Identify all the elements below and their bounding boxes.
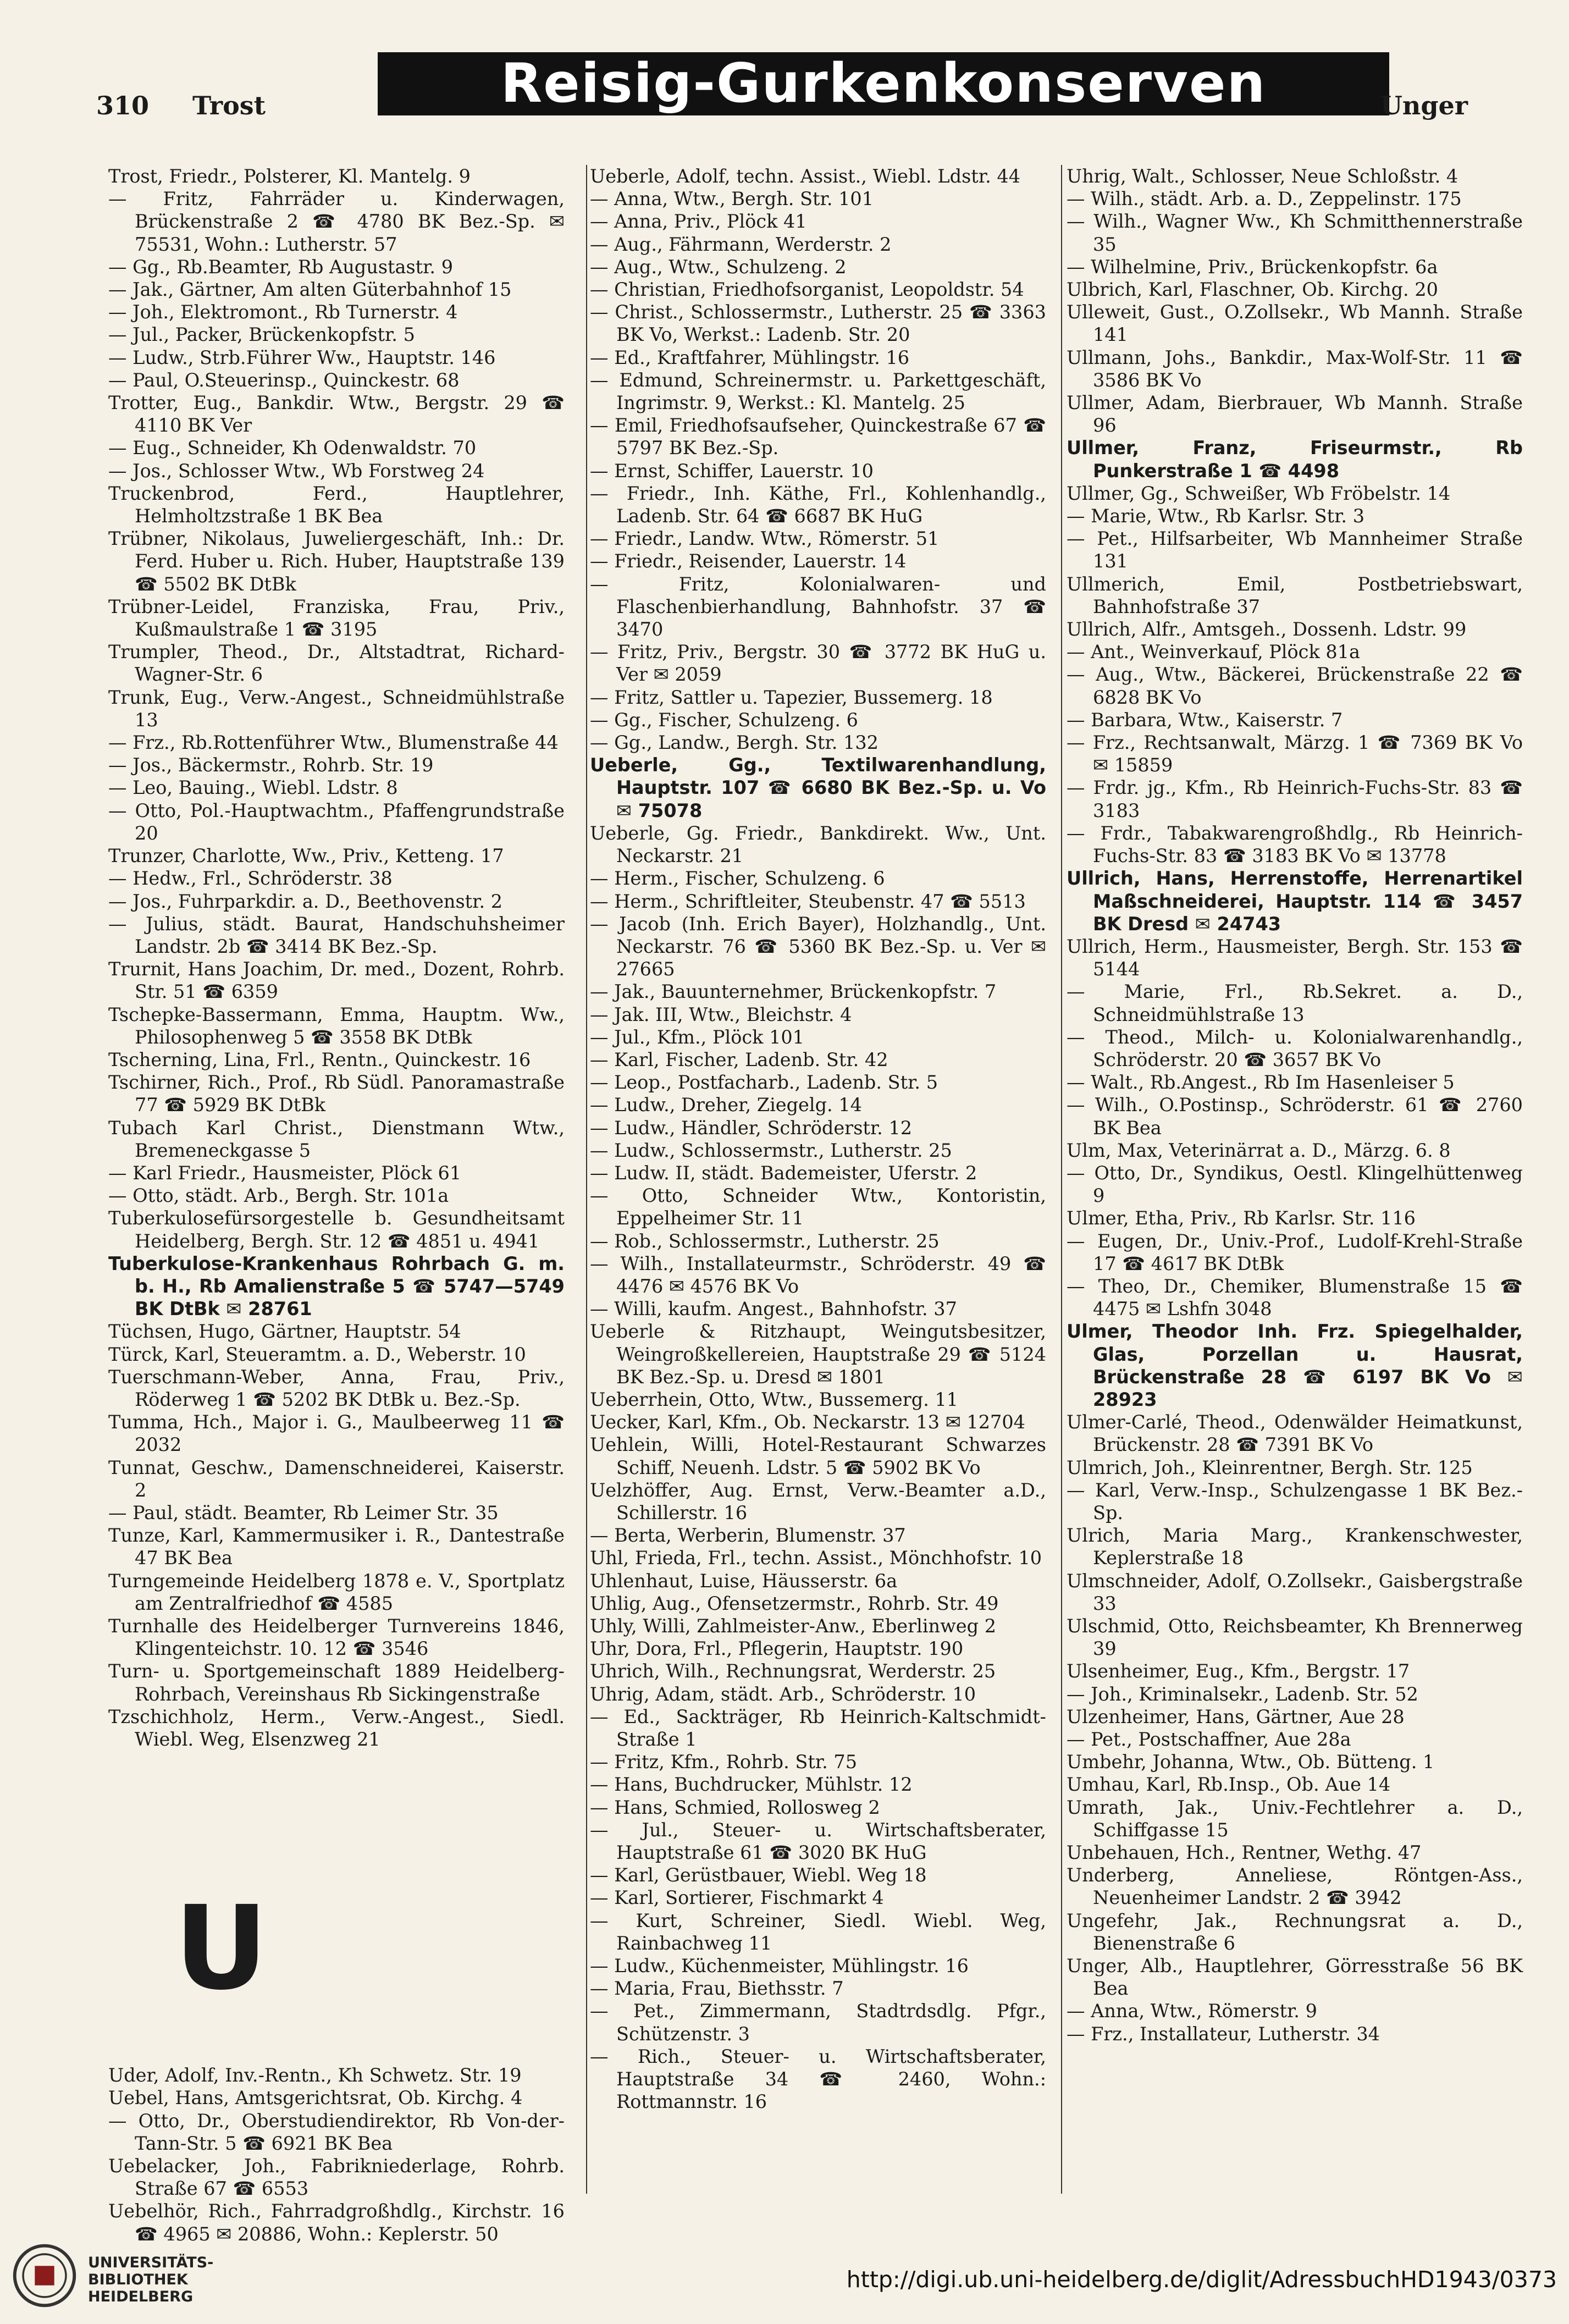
- directory-entry: — Otto, Dr., Syndikus, Oestl. Klingelhüttenweg 9: [1067, 1162, 1523, 1207]
- source-url-link[interactable]: http://digi.ub.uni-heidelberg.de/diglit/AdressbuchHD1943/0373: [846, 2266, 1557, 2293]
- university-seal-icon: [12, 2243, 77, 2308]
- directory-entry: Tunze, Karl, Kammermusiker i. R., Dantestraße 47 BK Bea: [108, 1525, 565, 1569]
- directory-entry: — Jak., Bauunternehmer, Brückenkopfstr. 7: [590, 981, 997, 1003]
- directory-entry: — Marie, Frl., Rb.Sekret. a. D., Schneidmühlstraße 13: [1067, 981, 1523, 1025]
- advertising-banner: Reisig-Gurkenkonserven: [378, 52, 1389, 115]
- directory-entry: Ueberle, Gg., Textilwarenhandlung, Hauptstr. 107 ☎ 6680 BK Bez.-Sp. u. Vo ✉ 75078: [590, 754, 1046, 821]
- directory-entry: Trunzer, Charlotte, Ww., Priv., Ketteng. 17: [108, 845, 504, 867]
- directory-entry: — Christian, Friedhofsorganist, Leopoldstr. 54: [590, 279, 1024, 301]
- directory-entry: Uebel, Hans, Amtsgerichtsrat, Ob. Kirchg. 4: [108, 2087, 523, 2109]
- directory-entry: Ulmschneider, Adolf, O.Zollsekr., Gaisbergstraße 33: [1067, 1570, 1523, 1614]
- directory-entry: Tschepke-Bassermann, Emma, Hauptm. Ww., Philosophenweg 5 ☎ 3558 BK DtBk: [108, 1003, 565, 1048]
- directory-entry: Ullmer, Adam, Bierbrauer, Wb Mannh. Straße 96: [1067, 392, 1523, 437]
- directory-entry: — Jos., Bäckermstr., Rohrb. Str. 19: [108, 754, 434, 776]
- directory-entry: — Barbara, Wtw., Kaiserstr. 7: [1067, 709, 1343, 731]
- directory-entry: Uelzhöffer, Aug. Ernst, Verw.-Beamter a.D., Schillerstr. 16: [590, 1479, 1046, 1523]
- directory-entry: Trübner-Leidel, Franziska, Frau, Priv., Kußmaulstraße 1 ☎ 3195: [108, 595, 565, 641]
- library-name: [88, 2254, 213, 2305]
- directory-entry: Ullmerich, Emil, Postbetriebswart, Bahnhofstraße 37: [1067, 573, 1523, 617]
- directory-entry: — Edmund, Schreinermstr. u. Parkettgeschäft, Ingrimstr. 9, Werkst.: Kl. Mantelg. 25: [590, 369, 1046, 414]
- directory-entry: Tubach Karl Christ., Dienstmann Wtw., Bremeneckgasse 5: [108, 1117, 565, 1161]
- directory-entry: Turn- u. Sportgemeinschaft 1889 Heidelberg-Rohrbach, Vereinshaus Rb Sickingenstraße: [108, 1660, 565, 1705]
- directory-entry: — Frdr., Tabakwarengroßhdlg., Rb Heinrich-Fuchs-Str. 83 ☎ 3183 BK Vo ✉ 13778: [1067, 822, 1523, 867]
- directory-entry: Uebelhör, Rich., Fahrradgroßhdlg., Kirchstr. 16 ☎ 4965 ✉ 20886, Wohn.: Keplerstr. 50: [108, 2200, 565, 2245]
- directory-entry: Uhrig, Walt., Schlosser, Neue Schloßstr. 4: [1067, 165, 1458, 187]
- directory-entry: — Frz., Rechtsanwalt, Märzg. 1 ☎ 7369 BK Vo ✉ 15859: [1067, 732, 1523, 776]
- directory-entry: Ullrich, Hans, Herrenstoffe, Herrenartikel Maßschneiderei, Hauptstr. 114 ☎ 3457 BK Dresd ✉ 24743: [1067, 868, 1523, 935]
- directory-entry: Uder, Adolf, Inv.-Rentn., Kh Schwetz. Str. 19: [108, 2064, 522, 2086]
- directory-entry: Ulmrich, Joh., Kleinrentner, Bergh. Str. 125: [1067, 1456, 1473, 1478]
- page-number: 310: [96, 91, 150, 120]
- directory-entry: — Kurt, Schreiner, Siedl. Wiebl. Weg, Rainbachweg 11: [590, 1909, 1046, 1954]
- directory-entry: — Ludw., Strb.Führer Ww., Hauptstr. 146: [108, 346, 496, 368]
- directory-entry: Ullrich, Alfr., Amtsgeh., Dossenh. Ldstr. 99: [1067, 619, 1467, 641]
- directory-entry: — Ed., Kraftfahrer, Mühlingstr. 16: [590, 346, 910, 368]
- directory-entry: Ulleweit, Gust., O.Zollsekr., Wb Mannh. Straße 141: [1067, 301, 1523, 346]
- directory-entry: — Walt., Rb.Angest., Rb Im Hasenleiser 5: [1067, 1072, 1455, 1094]
- directory-entry: Umrath, Jak., Univ.-Fechtlehrer a. D., Schiffgasse 15: [1067, 1796, 1523, 1841]
- directory-entry: — Otto, Schneider Wtw., Kontoristin, Eppelheimer Str. 11: [590, 1185, 1046, 1229]
- directory-entry: Trübner, Nikolaus, Juweliergeschäft, Inh.: Dr. Ferd. Huber u. Rich. Huber, Hauptstraße 139 ☎ 5502 BK DtBk: [108, 528, 565, 595]
- directory-entry: — Leop., Postfacharb., Ladenb. Str. 5: [590, 1072, 938, 1094]
- directory-entry: — Aug., Fährmann, Werderstr. 2: [590, 233, 892, 255]
- directory-column-3: [1067, 165, 1523, 2045]
- directory-entry: — Maria, Frau, Biethsstr. 7: [590, 1978, 844, 2000]
- directory-entry: Unger, Alb., Hauptlehrer, Görresstraße 56 BK Bea: [1067, 1955, 1523, 2000]
- directory-entry: — Jul., Kfm., Plöck 101: [590, 1026, 805, 1048]
- directory-entry: — Wilh., städt. Arb. a. D., Zeppelinstr. 175: [1067, 188, 1462, 210]
- directory-entry: — Ed., Sackträger, Rb Heinrich-Kaltschmidt-Straße 1: [590, 1705, 1046, 1751]
- directory-entry: — Eug., Schneider, Kh Odenwaldstr. 70: [108, 437, 477, 459]
- directory-entry: Ulmer-Carlé, Theod., Odenwälder Heimatkunst, Brückenstr. 28 ☎ 7391 BK Vo: [1067, 1411, 1523, 1456]
- directory-entry: — Wilhelmine, Priv., Brückenkopfstr. 6a: [1067, 256, 1438, 278]
- directory-entry: — Ludw. II, städt. Bademeister, Uferstr. 2: [590, 1162, 977, 1184]
- column-divider: [586, 165, 587, 2194]
- directory-entry: Uhly, Willi, Zahlmeister-Anw., Eberlinweg 2: [590, 1615, 997, 1637]
- directory-entry: — Jak. III, Wtw., Bleichstr. 4: [590, 1003, 852, 1025]
- directory-entry: Ueberrhein, Otto, Wtw., Bussemerg. 11: [590, 1388, 959, 1410]
- directory-entry: — Jos., Fuhrparkdir. a. D., Beethovenstr. 2: [108, 890, 503, 912]
- directory-entry: Uhr, Dora, Frl., Pflegerin, Hauptstr. 190: [590, 1638, 964, 1660]
- directory-entry: — Ernst, Schiffer, Lauerstr. 10: [590, 460, 874, 482]
- directory-entry: — Hans, Buchdrucker, Mühlstr. 12: [590, 1774, 913, 1796]
- directory-entry: — Ant., Weinverkauf, Plöck 81a: [1067, 641, 1360, 663]
- directory-entry: — Anna, Wtw., Römerstr. 9: [1067, 2000, 1317, 2022]
- directory-entry: — Frdr. jg., Kfm., Rb Heinrich-Fuchs-Str. 83 ☎ 3183: [1067, 777, 1523, 821]
- directory-entry: Tscherning, Lina, Frl., Rentn., Quinckestr. 16: [108, 1048, 531, 1070]
- directory-entry: — Gg., Landw., Bergh. Str. 132: [590, 732, 879, 754]
- running-head-left: Trost: [192, 91, 266, 120]
- directory-entry: — Willi, kaufm. Angest., Bahnhofstr. 37: [590, 1298, 957, 1320]
- directory-entry: Umbehr, Johanna, Wtw., Ob. Bütteng. 1: [1067, 1751, 1435, 1773]
- directory-entry: — Emil, Friedhofsaufseher, Quinckestraße 67 ☎ 5797 BK Bez.-Sp.: [590, 415, 1046, 459]
- directory-entry: — Herm., Schriftleiter, Steubenstr. 47 ☎ 5513: [590, 890, 1026, 912]
- directory-entry: Ullmer, Franz, Friseurmstr., Rb Punkerstraße 1 ☎ 4498: [1067, 437, 1523, 482]
- directory-entry: — Paul, O.Steuerinsp., Quinckestr. 68: [108, 369, 460, 391]
- directory-entry: — Karl Friedr., Hausmeister, Plöck 61: [108, 1162, 462, 1184]
- directory-entry: — Theod., Milch- u. Kolonialwarenhandlg., Schröderstr. 20 ☎ 3657 BK Vo: [1067, 1026, 1523, 1070]
- directory-entry: Trunk, Eug., Verw.-Angest., Schneidmühlstraße 13: [108, 686, 565, 731]
- directory-entry: Ulzenheimer, Hans, Gärtner, Aue 28: [1067, 1705, 1405, 1727]
- directory-entry: Turngemeinde Heidelberg 1878 e. V., Sportplatz am Zentralfriedhof ☎ 4585: [108, 1570, 565, 1614]
- directory-entry: Trotter, Eug., Bankdir. Wtw., Bergstr. 29 ☎ 4110 BK Ver: [108, 392, 565, 437]
- directory-entry: Unbehauen, Hch., Rentner, Wethg. 47: [1067, 1842, 1422, 1864]
- directory-entry: Tuerschmann-Weber, Anna, Frau, Priv., Röderweg 1 ☎ 5202 BK DtBk u. Bez.-Sp.: [108, 1366, 565, 1410]
- directory-entry: — Wilh., Installateurmstr., Schröderstr. 49 ☎ 4476 ✉ 4576 BK Vo: [590, 1252, 1046, 1297]
- directory-entry: — Jak., Gärtner, Am alten Güterbahnhof 15: [108, 279, 512, 301]
- directory-entry: — Frz., Rb.Rottenführer Wtw., Blumenstraße 44: [108, 732, 559, 754]
- library-name-line: UNIVERSITÄTS-: [88, 2254, 214, 2271]
- directory-entry: Ungefehr, Jak., Rechnungsrat a. D., Bienenstraße 6: [1067, 1909, 1523, 1954]
- directory-entry: Uhrich, Wilh., Rechnungsrat, Werderstr. 25: [590, 1660, 996, 1682]
- directory-entry: Tuberkulosefürsorgestelle b. Gesundheitsamt Heidelberg, Bergh. Str. 12 ☎ 4851 u. 4941: [108, 1207, 565, 1252]
- directory-entry: — Otto, städt. Arb., Bergh. Str. 101a: [108, 1185, 449, 1207]
- directory-entry: — Frz., Installateur, Lutherstr. 34: [1067, 2023, 1380, 2045]
- directory-entry: — Paul, städt. Beamter, Rb Leimer Str. 35: [108, 1502, 499, 1523]
- directory-entry: — Pet., Hilfsarbeiter, Wb Mannheimer Straße 131: [1067, 528, 1523, 572]
- directory-entry: — Berta, Werberin, Blumenstr. 37: [590, 1525, 906, 1547]
- directory-entry: Uehlein, Willi, Hotel-Restaurant Schwarzes Schiff, Neuenh. Ldstr. 5 ☎ 5902 BK Vo: [590, 1434, 1046, 1478]
- directory-entry: Ulm, Max, Veterinärrat a. D., Märzg. 6. 8: [1067, 1139, 1451, 1161]
- directory-entry: — Anna, Wtw., Bergh. Str. 101: [590, 188, 874, 210]
- directory-entry: — Gg., Fischer, Schulzeng. 6: [590, 709, 858, 731]
- directory-entry: — Karl, Verw.-Insp., Schulzengasse 1 BK Bez.-Sp.: [1067, 1479, 1523, 1523]
- directory-entry: — Wilh., O.Postinsp., Schröderstr. 61 ☎ 2760 BK Bea: [1067, 1094, 1523, 1139]
- directory-entry: Ulmer, Etha, Priv., Rb Karlsr. Str. 116: [1067, 1207, 1416, 1229]
- directory-entry: — Ludw., Schlossermstr., Lutherstr. 25: [590, 1139, 952, 1161]
- directory-entry: Ueberle, Adolf, techn. Assist., Wiebl. Ldstr. 44: [590, 165, 1021, 187]
- directory-entry: Ueberle, Gg. Friedr., Bankdirekt. Ww., Unt. Neckarstr. 21: [590, 822, 1046, 867]
- directory-column-1: [108, 165, 565, 2245]
- directory-entry: Ullrich, Herm., Hausmeister, Bergh. Str. 153 ☎ 5144: [1067, 935, 1523, 980]
- directory-entry: — Jul., Packer, Brückenkopfstr. 5: [108, 324, 415, 346]
- directory-entry: Tzschichholz, Herm., Verw.-Angest., Siedl. Wiebl. Weg, Elsenzweg 21: [108, 1705, 565, 1751]
- directory-entry: Underberg, Anneliese, Röntgen-Ass., Neuenheimer Landstr. 2 ☎ 3942: [1067, 1864, 1523, 1909]
- directory-entry: — Pet., Zimmermann, Stadtrdsdlg. Pfgr., Schützenstr. 3: [590, 2000, 1046, 2045]
- directory-column-2: [590, 165, 1046, 2113]
- directory-entry: — Theo, Dr., Chemiker, Blumenstraße 15 ☎ 4475 ✉ Lshfn 3048: [1067, 1275, 1523, 1320]
- running-head-right: Unger: [1380, 91, 1468, 120]
- directory-entry: — Friedr., Reisender, Lauerstr. 14: [590, 550, 907, 572]
- directory-entry: Umhau, Karl, Rb.Insp., Ob. Aue 14: [1067, 1774, 1391, 1796]
- directory-entry: Ullmer, Gg., Schweißer, Wb Fröbelstr. 14: [1067, 482, 1451, 504]
- directory-entry: Ulmer, Theodor Inh. Frz. Spiegelhalder, Glas, Porzellan u. Hausrat, Brückenstraße 28 ☎ 6197 BK Vo ✉ 28923: [1067, 1321, 1523, 1410]
- directory-entry: — Friedr., Landw. Wtw., Römerstr. 51: [590, 528, 940, 550]
- directory-entry: Ulrich, Maria Marg., Krankenschwester, Keplerstraße 18: [1067, 1525, 1523, 1569]
- directory-entry: Tuberkulose-Krankenhaus Rohrbach G. m. b. H., Rb Amalienstraße 5 ☎ 5747—5749 BK DtBk ✉ 28761: [108, 1252, 565, 1320]
- directory-entry: — Fritz, Kolonialwaren- und Flaschenbierhandlung, Bahnhofstr. 37 ☎ 3470: [590, 573, 1046, 641]
- directory-entry: — Ludw., Küchenmeister, Mühlingstr. 16: [590, 1955, 969, 1977]
- directory-entry: Ullmann, Johs., Bankdir., Max-Wolf-Str. 11 ☎ 3586 BK Vo: [1067, 346, 1523, 391]
- directory-entry: — Fritz, Priv., Bergstr. 30 ☎ 3772 BK HuG u. Ver ✉ 2059: [590, 641, 1046, 686]
- directory-entry: Uhl, Frieda, Frl., techn. Assist., Mönchhofstr. 10: [590, 1547, 1042, 1569]
- directory-entry: Trost, Friedr., Polsterer, Kl. Mantelg. 9: [108, 165, 471, 187]
- section-letter: U: [174, 1881, 268, 2016]
- directory-entry: — Fritz, Kfm., Rohrb. Str. 75: [590, 1751, 858, 1773]
- directory-entry: — Julius, städt. Baurat, Handschuhsheimer Landstr. 2b ☎ 3414 BK Bez.-Sp.: [108, 913, 565, 957]
- directory-entry: — Ludw., Dreher, Ziegelg. 14: [590, 1094, 862, 1116]
- directory-entry: — Jacob (Inh. Erich Bayer), Holzhandlg., Unt. Neckarstr. 76 ☎ 5360 BK Bez.-Sp. u. Ver ✉ 27665: [590, 913, 1046, 980]
- directory-entry: — Anna, Priv., Plöck 41: [590, 211, 807, 233]
- directory-entry: Uebelacker, Joh., Fabrikniederlage, Rohrb. Straße 67 ☎ 6553: [108, 2155, 565, 2200]
- directory-entry: Trumpler, Theod., Dr., Altstadtrat, Richard-Wagner-Str. 6: [108, 641, 565, 686]
- directory-entry: — Jos., Schlosser Wtw., Wb Forstweg 24: [108, 460, 485, 482]
- directory-entry: — Fritz, Fahrräder u. Kinderwagen, Brückenstraße 2 ☎ 4780 BK Bez.-Sp. ✉ 75531, Wohn.: Lutherstr. 57: [108, 188, 565, 255]
- directory-entry: — Aug., Wtw., Bäckerei, Brückenstraße 22 ☎ 6828 BK Vo: [1067, 664, 1523, 708]
- directory-entry: — Otto, Pol.-Hauptwachtm., Pfaffengrundstraße 20: [108, 799, 565, 844]
- directory-entry: — Marie, Wtw., Rb Karlsr. Str. 3: [1067, 505, 1365, 527]
- directory-entry: Trurnit, Hans Joachim, Dr. med., Dozent, Rohrb. Str. 51 ☎ 6359: [108, 958, 565, 1003]
- directory-entry: — Eugen, Dr., Univ.-Prof., Ludolf-Krehl-Straße 17 ☎ 4617 BK DtBk: [1067, 1230, 1523, 1274]
- directory-entry: — Ludw., Händler, Schröderstr. 12: [590, 1117, 913, 1139]
- directory-entry: — Aug., Wtw., Schulzeng. 2: [590, 256, 847, 278]
- library-name-line: HEIDELBERG: [88, 2288, 194, 2305]
- directory-entry: — Gg., Rb.Beamter, Rb Augustastr. 9: [108, 256, 454, 278]
- directory-entry: — Pet., Postschaffner, Aue 28a: [1067, 1729, 1351, 1751]
- library-name-line: BIBLIOTHEK: [88, 2271, 188, 2288]
- directory-entry: — Jul., Steuer- u. Wirtschaftsberater, Hauptstraße 61 ☎ 3020 BK HuG: [590, 1819, 1046, 1864]
- directory-entry: — Friedr., Inh. Käthe, Frl., Kohlenhandlg., Ladenb. Str. 64 ☎ 6687 BK HuG: [590, 482, 1046, 527]
- directory-entry: — Karl, Fischer, Ladenb. Str. 42: [590, 1048, 888, 1070]
- directory-entry: — Karl, Gerüstbauer, Wiebl. Weg 18: [590, 1864, 927, 1886]
- directory-entry: — Herm., Fischer, Schulzeng. 6: [590, 868, 885, 890]
- directory-entry: Ulschmid, Otto, Reichsbeamter, Kh Brennerweg 39: [1067, 1615, 1523, 1660]
- directory-entry: Ueberle & Ritzhaupt, Weingutsbesitzer, Weingroßkellereien, Hauptstraße 29 ☎ 5124 BK Bez.-Sp. u. Dresd ✉ 1801: [590, 1321, 1046, 1388]
- directory-entry: Tschirner, Rich., Prof., Rb Südl. Panoramastraße 77 ☎ 5929 BK DtBk: [108, 1072, 565, 1116]
- directory-entry: Uhlenhaut, Luise, Häusserstr. 6a: [590, 1570, 898, 1592]
- directory-entry: — Hans, Schmied, Rollosweg 2: [590, 1796, 880, 1818]
- directory-entry: — Joh., Kriminalsekr., Ladenb. Str. 52: [1067, 1683, 1418, 1705]
- directory-entry: — Hedw., Frl., Schröderstr. 38: [108, 868, 393, 890]
- column-divider: [1061, 165, 1062, 2194]
- directory-entry: — Leo, Bauing., Wiebl. Ldstr. 8: [108, 777, 398, 799]
- directory-entry: — Christ., Schlossermstr., Lutherstr. 25 ☎ 3363 BK Vo, Werkst.: Ladenb. Str. 20: [590, 301, 1046, 346]
- footer: [0, 2221, 1569, 2324]
- directory-entry: Tumma, Hch., Major i. G., Maulbeerweg 11 ☎ 2032: [108, 1411, 565, 1456]
- directory-entry: — Joh., Elektromont., Rb Turnerstr. 4: [108, 301, 458, 323]
- directory-entry: Tüchsen, Hugo, Gärtner, Hauptstr. 54: [108, 1321, 461, 1343]
- directory-entry: — Fritz, Sattler u. Tapezier, Bussemerg. 18: [590, 686, 993, 708]
- directory-entry: Türck, Karl, Steueramtm. a. D., Weberstr. 10: [108, 1343, 526, 1365]
- directory-entry: — Karl, Sortierer, Fischmarkt 4: [590, 1887, 884, 1909]
- directory-entry: — Wilh., Wagner Ww., Kh Schmitthennerstraße 35: [1067, 211, 1523, 255]
- directory-entry: Ulbrich, Karl, Flaschner, Ob. Kirchg. 20: [1067, 279, 1438, 301]
- directory-entry: Truckenbrod, Ferd., Hauptlehrer, Helmholtzstraße 1 BK Bea: [108, 482, 565, 527]
- page-header: [96, 52, 1468, 124]
- directory-entry: Ulsenheimer, Eug., Kfm., Bergstr. 17: [1067, 1660, 1410, 1682]
- directory-entry: Tunnat, Geschw., Damenschneiderei, Kaiserstr. 2: [108, 1456, 565, 1501]
- directory-entry: Uhrig, Adam, städt. Arb., Schröderstr. 10: [590, 1683, 976, 1705]
- directory-entry: — Rich., Steuer- u. Wirtschaftsberater, Hauptstraße 34 ☎ 2460, Wohn.: Rottmannstr. 16: [590, 2045, 1046, 2113]
- directory-entry: Uhlig, Aug., Ofensetzermstr., Rohrb. Str. 49: [590, 1592, 999, 1614]
- directory-entry: Turnhalle des Heidelberger Turnvereins 1846, Klingenteichstr. 10. 12 ☎ 3546: [108, 1615, 565, 1660]
- directory-entry: — Otto, Dr., Oberstudiendirektor, Rb Von-der-Tann-Str. 5 ☎ 6921 BK Bea: [108, 2110, 565, 2154]
- directory-entry: — Rob., Schlossermstr., Lutherstr. 25: [590, 1230, 940, 1252]
- directory-entry: Uecker, Karl, Kfm., Ob. Neckarstr. 13 ✉ 12704: [590, 1411, 1025, 1433]
